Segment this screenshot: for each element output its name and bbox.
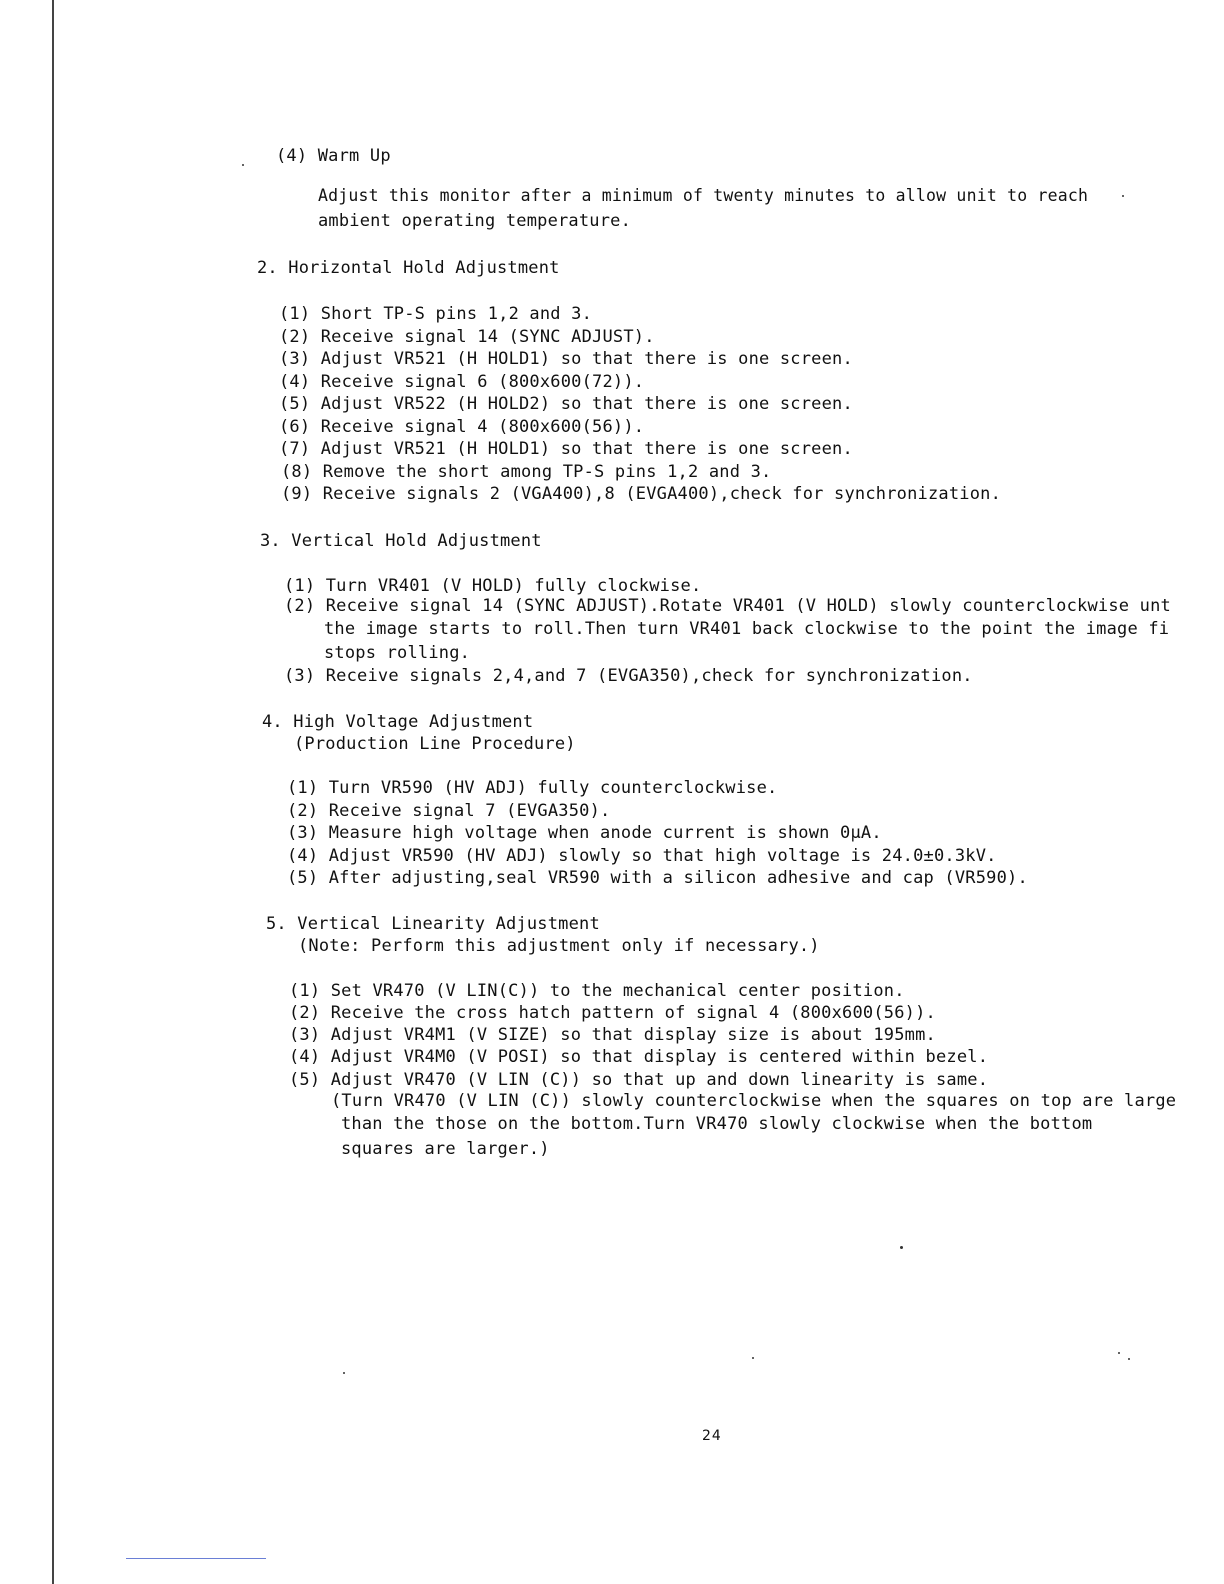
vertical-hold-step-2-end: stops rolling.	[324, 643, 471, 663]
high-voltage-subheading: (Production Line Procedure)	[294, 734, 576, 754]
vertical-linearity-step-5-note-1: (Turn VR470 (V LIN (C)) slowly counterclockwise when the squares on top are large	[331, 1091, 1177, 1111]
vertical-linearity-step-5-note-2: than the those on the bottom.Turn VR470 slowly clockwise when the bottom	[341, 1114, 1093, 1134]
horizontal-step-1: (1) Short TP-S pins 1,2 and 3.	[279, 304, 593, 324]
section-heading-warm-up: (4) Warm Up	[276, 146, 391, 166]
horizontal-step-3: (3) Adjust VR521 (H HOLD1) so that there is one screen.	[279, 349, 853, 369]
scan-speck	[1122, 195, 1124, 197]
vertical-linearity-step-1: (1) Set VR470 (V LIN(C)) to the mechanical center position.	[289, 981, 905, 1001]
horizontal-step-5: (5) Adjust VR522 (H HOLD2) so that there is one screen.	[279, 394, 853, 414]
horizontal-step-2: (2) Receive signal 14 (SYNC ADJUST).	[279, 327, 655, 347]
left-margin-rule	[52, 0, 54, 1584]
warm-up-line-2: ambient operating temperature.	[318, 211, 632, 231]
vertical-hold-step-3: (3) Receive signals 2,4,and 7 (EVGA350),check for synchronization.	[284, 666, 973, 686]
vertical-linearity-step-2: (2) Receive the cross hatch pattern of signal 4 (800x600(56)).	[289, 1003, 936, 1023]
scan-speck	[343, 1372, 345, 1374]
page-number: 24	[702, 1428, 722, 1444]
horizontal-step-4: (4) Receive signal 6 (800x600(72)).	[279, 372, 645, 392]
vertical-hold-step-2: (2) Receive signal 14 (SYNC ADJUST).Rotate VR401 (V HOLD) slowly counterclockwise unt	[284, 596, 1171, 616]
horizontal-step-8: (8) Remove the short among TP-S pins 1,2 and 3.	[281, 462, 772, 482]
scan-speck	[1128, 1358, 1130, 1360]
vertical-linearity-step-5-note-3: squares are larger.)	[341, 1139, 550, 1159]
high-voltage-step-3: (3) Measure high voltage when anode current is shown 0μA.	[287, 823, 882, 843]
warm-up-line-1: Adjust this monitor after a minimum of twenty minutes to allow unit to reach	[318, 186, 1089, 205]
scan-speck	[752, 1357, 754, 1359]
section-heading-vertical-linearity: 5. Vertical Linearity Adjustment	[266, 914, 600, 934]
section-heading-horizontal-hold: 2. Horizontal Hold Adjustment	[257, 258, 560, 278]
section-heading-vertical-hold: 3. Vertical Hold Adjustment	[260, 531, 542, 551]
horizontal-step-7: (7) Adjust VR521 (H HOLD1) so that there is one screen.	[279, 439, 853, 459]
horizontal-step-6: (6) Receive signal 4 (800x600(56)).	[279, 417, 645, 437]
vertical-hold-step-1: (1) Turn VR401 (V HOLD) fully clockwise.	[284, 576, 702, 596]
horizontal-step-9: (9) Receive signals 2 (VGA400),8 (EVGA400),check for synchronization.	[281, 484, 1002, 504]
vertical-linearity-note: (Note: Perform this adjustment only if necessary.)	[298, 936, 820, 956]
vertical-linearity-step-4: (4) Adjust VR4M0 (V POSI) so that display is centered within bezel.	[289, 1047, 989, 1067]
high-voltage-step-1: (1) Turn VR590 (HV ADJ) fully counterclockwise.	[287, 778, 778, 798]
vertical-hold-step-2-cont: the image starts to roll.Then turn VR401 back clockwise to the point the image fi	[324, 619, 1170, 639]
vertical-linearity-step-3: (3) Adjust VR4M1 (V SIZE) so that display size is about 195mm.	[289, 1025, 936, 1045]
bottom-rule	[126, 1558, 266, 1559]
high-voltage-step-5: (5) After adjusting,seal VR590 with a silicon adhesive and cap (VR590).	[287, 868, 1028, 888]
scan-speck	[1118, 1352, 1120, 1354]
scan-speck	[900, 1246, 903, 1249]
section-heading-high-voltage: 4. High Voltage Adjustment	[262, 712, 534, 732]
high-voltage-step-4: (4) Adjust VR590 (HV ADJ) slowly so that high voltage is 24.0±0.3kV.	[287, 846, 997, 866]
high-voltage-step-2: (2) Receive signal 7 (EVGA350).	[287, 801, 611, 821]
vertical-linearity-step-5: (5) Adjust VR470 (V LIN (C)) so that up and down linearity is same.	[289, 1070, 989, 1090]
scan-speck	[242, 164, 244, 166]
